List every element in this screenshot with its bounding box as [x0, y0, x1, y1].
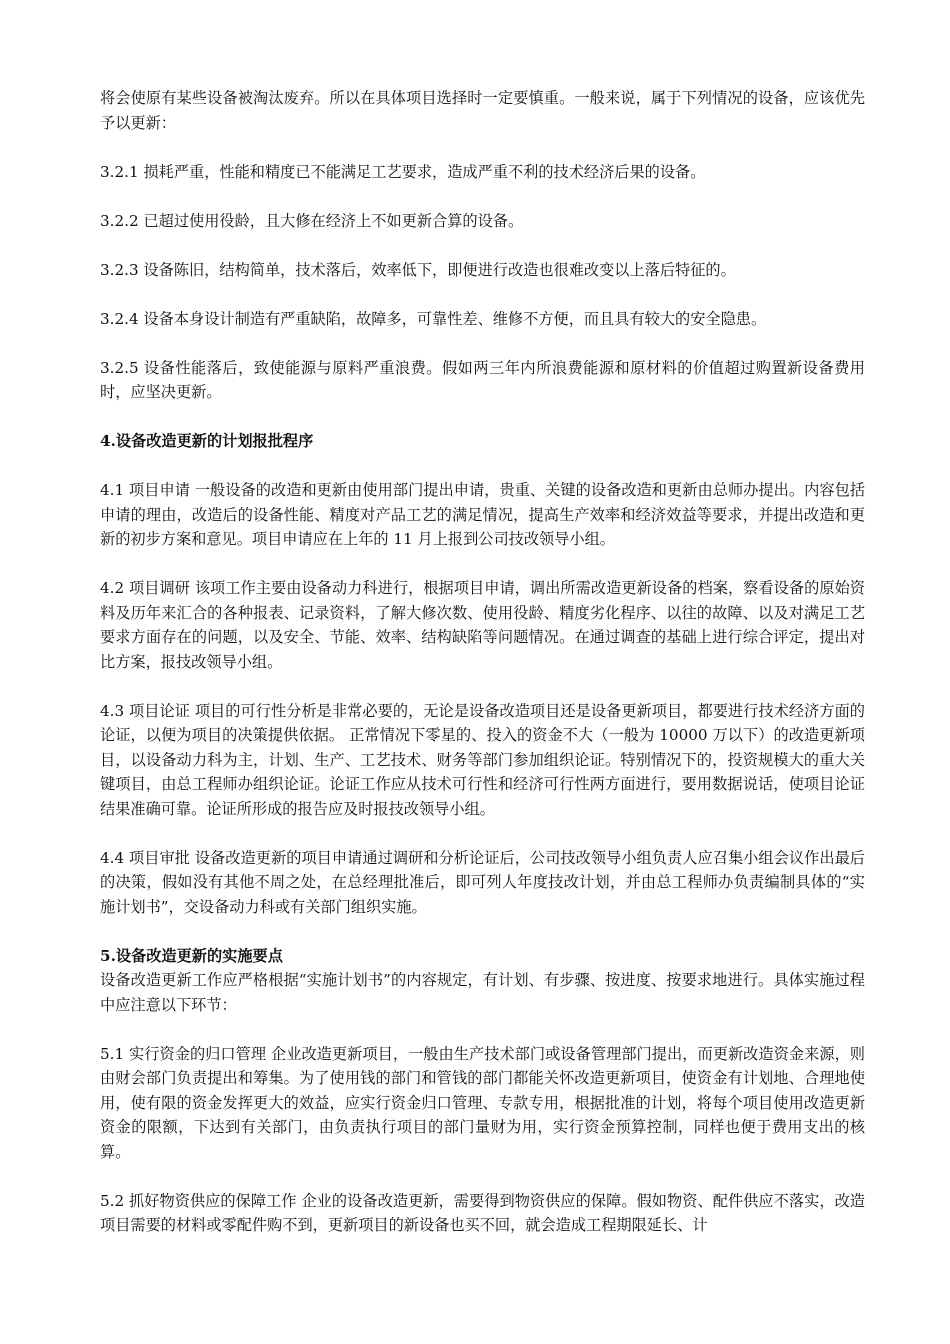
- paragraph-4-1: 4.1 项目申请 一般设备的改造和更新由使用部门提出申请，贵重、关键的设备改造和更新由总师办提出。内容包括申请的理由，改造后的设备性能、精度对产品工艺的满足情况，提高生产效率和经济效益等要求，并提出改造和更新的初步方案和意见。项目申请应在上年的 11 月上报到公司技改领导小组。: [100, 481, 865, 548]
- list-item-3-2-4: 3.2.4 设备本身设计制造有严重缺陷，故障多，可靠性差、维修不方便，而且具有较大的安全隐患。: [100, 309, 767, 328]
- paragraph-4-4: 4.4 项目审批 设备改造更新的项目申请通过调研和分析论证后，公司技改领导小组负责人应召集小组会议作出最后的决策，假如没有其他不周之处，在总经理批准后，即可列人年度技改计划，并由总工程师办负责编制具体的“实施计划书”，交设备动力科或有关部门组织实施。: [100, 848, 865, 916]
- paragraph-5-2: 5.2 抓好物资供应的保障工作 企业的设备改造更新，需要得到物资供应的保障。假如物资、配件供应不落实，改造项目需要的材料或零配件购不到，更新项目的新设备也买不回，就会造成工程期限延长、计: [100, 1191, 865, 1234]
- section-heading-5: 5.设备改造更新的实施要点: [100, 946, 283, 965]
- list-item-3-2-5: 3.2.5 设备性能落后，致使能源与原料严重浪费。假如两三年内所浪费能源和原材料的价值超过购置新设备费用时，应坚决更新。: [100, 358, 865, 401]
- paragraph-5-intro: 设备改造更新工作应严格根据“实施计划书”的内容规定，有计划、有步骤、按进度、按要求地进行。具体实施过程中应注意以下环节：: [100, 971, 865, 1014]
- paragraph-5-1: 5.1 实行资金的归口管理 企业改造更新项目，一般由生产技术部门或设备管理部门提出，而更新改造资金来源，则由财会部门负责提出和筹集。为了使用钱的部门和管钱的部门都能关怀改造更新项目，使资金有计划地、合理地使用，使有限的资金发挥更大的效益，应实行资金归口管理、专款专用，根据批准的计划，将每个项目使用改造更新资金的限额，下达到有关部门，由负责执行项目的部门量财为用，实行资金预算控制，同样也便于费用支出的核算。: [100, 1044, 865, 1161]
- list-item-3-2-2: 3.2.2 已超过使用役龄，且大修在经济上不如更新合算的设备。: [100, 211, 524, 230]
- list-item-3-2-3: 3.2.3 设备陈旧，结构简单，技术落后，效率低下，即便进行改造也很难改变以上落后特征的。: [100, 260, 736, 279]
- section-heading-4: 4.设备改造更新的计划报批程序: [100, 432, 314, 450]
- list-item-3-2-1: 3.2.1 损耗严重，性能和精度已不能满足工艺要求，造成严重不利的技术经济后果的设备。: [100, 162, 706, 181]
- paragraph-4-3: 4.3 项目论证 项目的可行性分析是非常必要的，无论是设备改造项目还是设备更新项目，都要进行技术经济方面的论证，以便为项目的决策提供依据。 正常情况下零星的、投入的资金不大（一般为 10000 万以下）的改造更新项目，以设备动力科为主，计划、生产、工艺技术、财务等部门参加组织论证。特别情况下的，投资规模大的重大关键项目，由总工程师办组织论证。论证工作应从技术可行性和经济可行性两方面进行，要用数据说话，使项目论证结果准确可靠。论证所形成的报告应及时报技改领导小组。: [100, 701, 865, 818]
- paragraph-4-2: 4.2 项目调研 该项工作主要由设备动力科进行，根据项目申请，调出所需改造更新设备的档案，察看设备的原始资料及历年来汇合的各种报表、记录资料，了解大修次数、使用役龄、精度劣化程序、以往的故障、以及对满足工艺要求方面存在的问题，以及安全、节能、效率、结构缺陷等问题情况。在通过调查的基础上进行综合评定，提出对比方案，报技改领导小组。: [100, 579, 865, 671]
- document-page: [100, 86, 865, 1262]
- paragraph-intro: 将会使原有某些设备被淘汰废弃。所以在具体项目选择时一定要慎重。一般来说，属于下列情况的设备，应该优先予以更新：: [100, 89, 865, 132]
